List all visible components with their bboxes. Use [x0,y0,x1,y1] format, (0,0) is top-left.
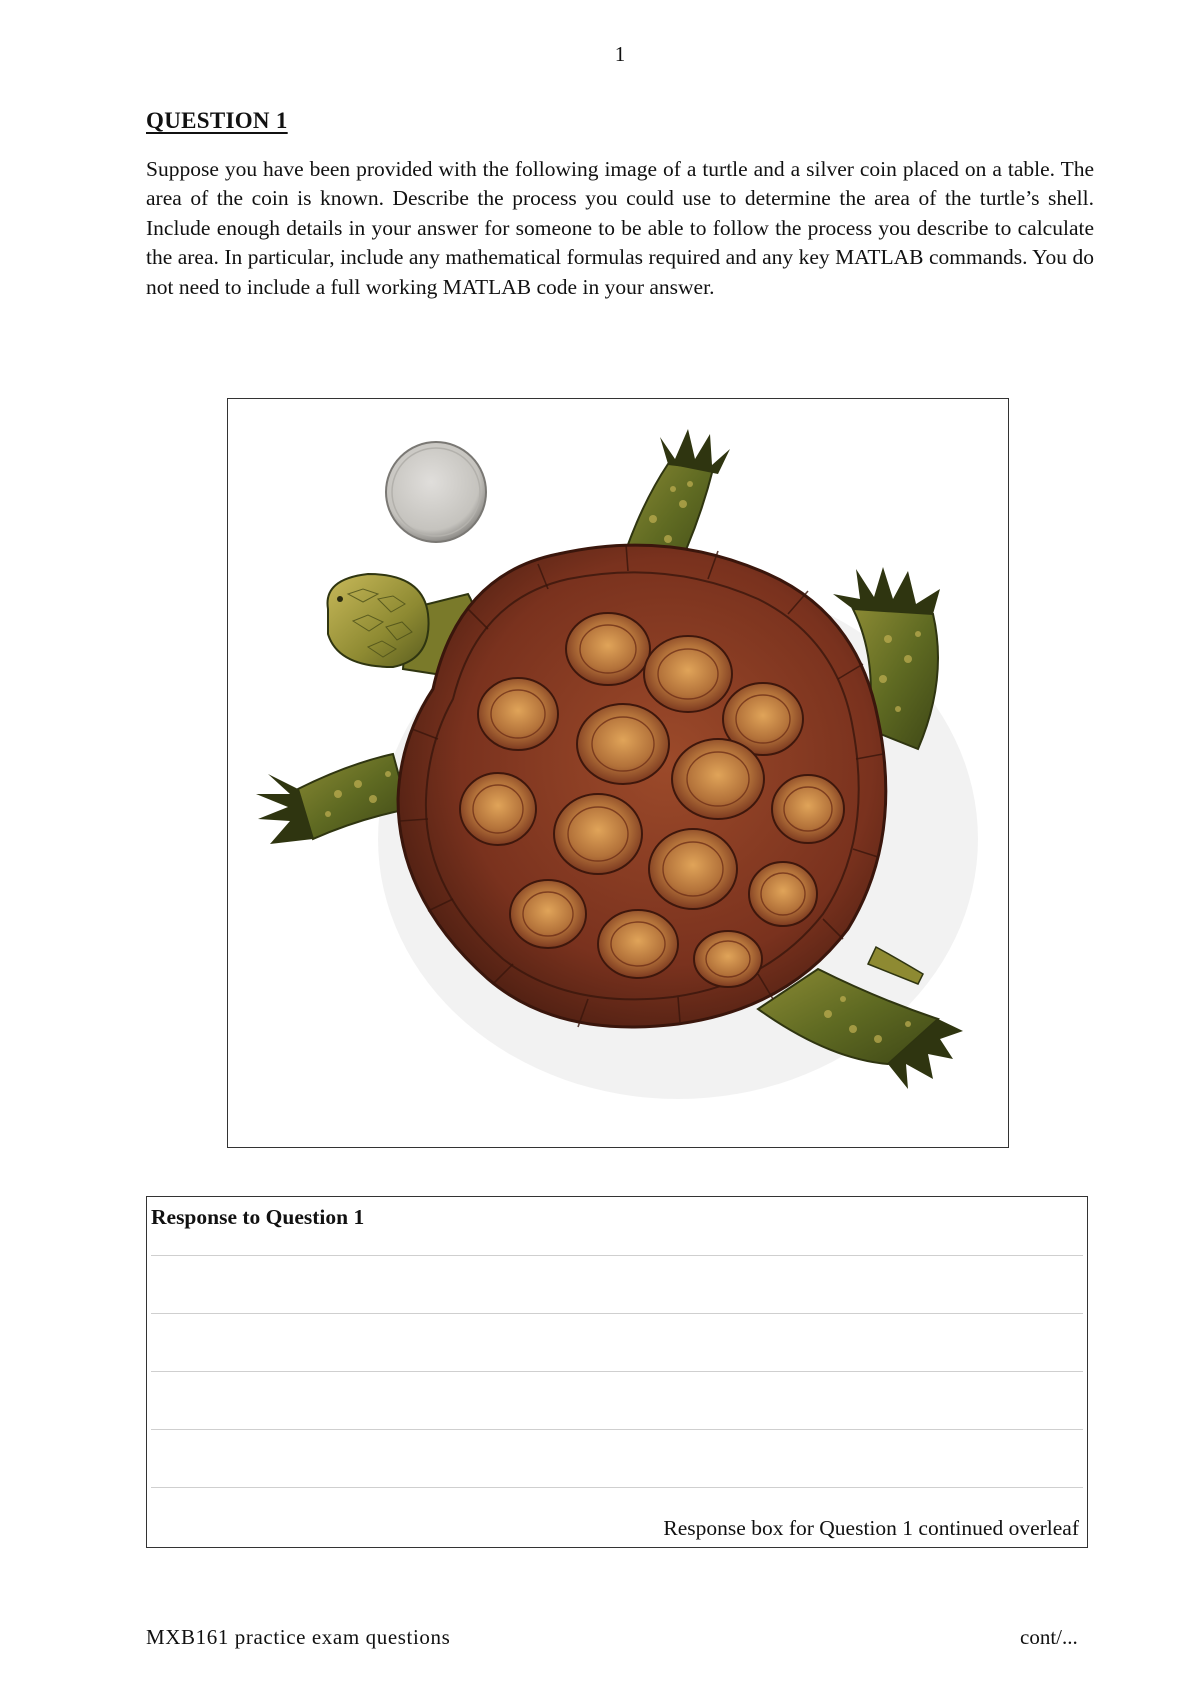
turtle-shell [398,544,886,1027]
response-box[interactable] [146,1196,1088,1548]
response-line [151,1487,1083,1488]
page-number: 1 [614,42,626,66]
question-text: Suppose you have been provided with the following image of a turtle and a silver coin placed on a table. The area of the coin is known. Describe the process you could use to determine the area of the turtle’s shell. Include enough details in your answer for someone to be able to follow the process you describe to calculate the area. In particular, include any mathematical formulas required and any key MATLAB commands. You do not need to include a full working MATLAB code in your answer. [146,157,1094,299]
turtle-coin-image [228,399,1008,1147]
turtle-coin-figure [227,398,1009,1148]
footer-continued-label: cont/... [1020,1625,1078,1649]
footer-course-label: MXB161 practice exam questions [146,1625,451,1649]
response-line [151,1313,1083,1314]
response-line [151,1371,1083,1372]
question-heading: QUESTION 1 [146,108,288,133]
silver-coin [386,442,486,542]
response-continued-note: Response box for Question 1 continued overleaf [663,1516,1079,1540]
response-line [151,1255,1083,1256]
response-line [151,1429,1083,1430]
response-title: Response to Question 1 [151,1205,365,1229]
